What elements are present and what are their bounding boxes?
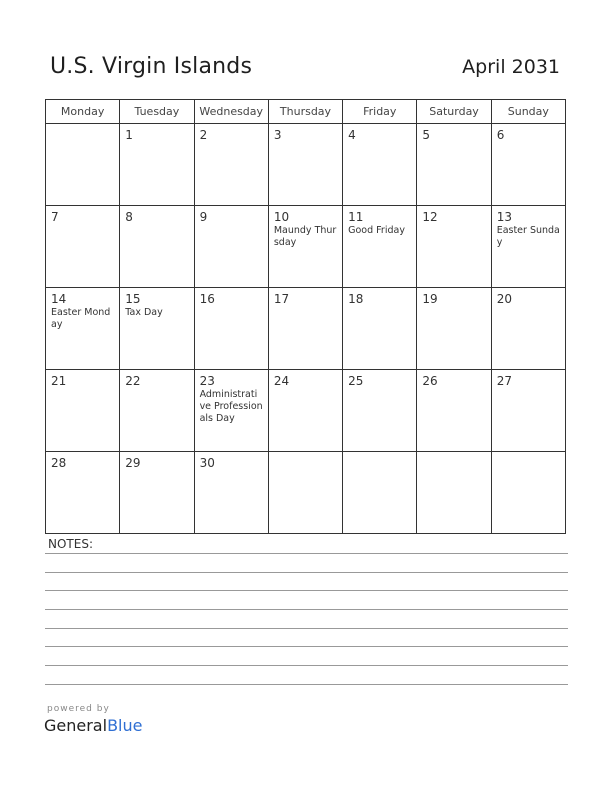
weekday-header: Monday — [46, 100, 120, 124]
day-cell — [491, 206, 565, 288]
day-number: 19 — [422, 292, 438, 306]
weekday-header: Thursday — [268, 100, 342, 124]
day-cell — [268, 288, 342, 370]
day-cell — [194, 452, 268, 534]
day-cell — [343, 124, 417, 206]
day-cell — [46, 124, 120, 206]
day-cell — [194, 206, 268, 288]
note-line — [45, 628, 568, 629]
day-cell — [268, 370, 342, 452]
day-cell — [120, 370, 194, 452]
day-number: 17 — [273, 292, 290, 306]
day-number: 26 — [422, 374, 438, 388]
day-number: 16 — [199, 292, 215, 306]
day-number: 29 — [125, 456, 141, 470]
day-cell — [194, 124, 268, 206]
calendar-grid — [45, 99, 566, 534]
day-number: 4 — [348, 128, 356, 142]
day-cell — [268, 124, 342, 206]
day-cell — [417, 288, 491, 370]
brand-general: General — [44, 716, 108, 735]
day-number: 2 — [199, 128, 208, 142]
day-number: 7 — [51, 210, 59, 224]
day-cell — [268, 206, 342, 288]
note-line — [45, 572, 568, 573]
day-number: 22 — [125, 374, 141, 388]
note-line — [45, 590, 568, 591]
weekday-header: Sunday — [491, 100, 565, 124]
day-cell — [46, 370, 120, 452]
holiday-label: Tax Day — [125, 307, 163, 318]
day-cell — [120, 452, 194, 534]
day-cell — [46, 206, 120, 288]
day-number: 18 — [348, 292, 364, 306]
day-number: 9 — [199, 210, 208, 224]
calendar-title: U.S. Virgin Islands — [50, 54, 253, 79]
day-cell — [194, 370, 268, 452]
week-row — [46, 370, 566, 452]
week-row — [46, 452, 566, 534]
day-cell — [417, 452, 491, 534]
note-line — [45, 665, 568, 666]
day-cell — [417, 206, 491, 288]
day-cell — [120, 288, 194, 370]
day-number: 8 — [125, 210, 133, 224]
day-number: 11 — [348, 210, 364, 224]
weekday-header: Wednesday — [194, 100, 268, 124]
notes-label: NOTES: — [48, 537, 93, 551]
generalblue-logo — [44, 716, 142, 735]
day-number: 20 — [496, 292, 512, 306]
weekday-header: Saturday — [417, 100, 491, 124]
note-line — [45, 609, 568, 610]
day-cell — [491, 370, 565, 452]
day-cell — [194, 288, 268, 370]
brand-blue: Blue — [107, 716, 143, 735]
day-number: 24 — [273, 374, 290, 388]
day-number: 12 — [422, 210, 438, 224]
day-cell — [343, 370, 417, 452]
day-number: 14 — [51, 292, 67, 306]
week-row — [46, 288, 566, 370]
week-row — [46, 124, 566, 206]
week-row — [46, 206, 566, 288]
note-line — [45, 553, 568, 554]
holiday-label: Easter Monday — [51, 307, 111, 330]
day-number: 23 — [199, 374, 215, 388]
day-number: 3 — [273, 128, 282, 142]
day-number: 10 — [273, 210, 290, 224]
day-cell — [491, 452, 565, 534]
day-cell — [120, 206, 194, 288]
day-number: 25 — [348, 374, 364, 388]
weekday-header-row — [46, 100, 566, 124]
holiday-label: Easter Sunday — [496, 225, 560, 248]
holiday-label: Maundy Thursday — [273, 225, 337, 248]
day-number: 28 — [51, 456, 67, 470]
calendar-month: April 2031 — [462, 56, 560, 78]
powered-by-label: powered by — [47, 704, 110, 714]
day-number: 13 — [496, 210, 512, 224]
day-number: 1 — [125, 128, 133, 142]
note-line — [45, 684, 568, 685]
day-number: 5 — [422, 128, 431, 142]
holiday-label: Administrative Professionals Day — [199, 389, 263, 424]
day-cell — [343, 288, 417, 370]
day-cell — [268, 452, 342, 534]
day-cell — [417, 124, 491, 206]
day-cell — [343, 206, 417, 288]
day-cell — [46, 288, 120, 370]
note-line — [45, 646, 568, 647]
holiday-label: Good Friday — [348, 225, 405, 236]
day-number: 30 — [199, 456, 215, 470]
day-cell — [491, 288, 565, 370]
day-cell — [46, 452, 120, 534]
day-number: 6 — [496, 128, 505, 142]
day-number: 15 — [125, 292, 141, 306]
day-cell — [343, 452, 417, 534]
day-cell — [120, 124, 194, 206]
day-cell — [417, 370, 491, 452]
day-number: 27 — [496, 374, 512, 388]
day-cell — [491, 124, 565, 206]
weekday-header: Friday — [343, 100, 417, 124]
day-number: 21 — [51, 374, 67, 388]
weekday-header: Tuesday — [120, 100, 194, 124]
